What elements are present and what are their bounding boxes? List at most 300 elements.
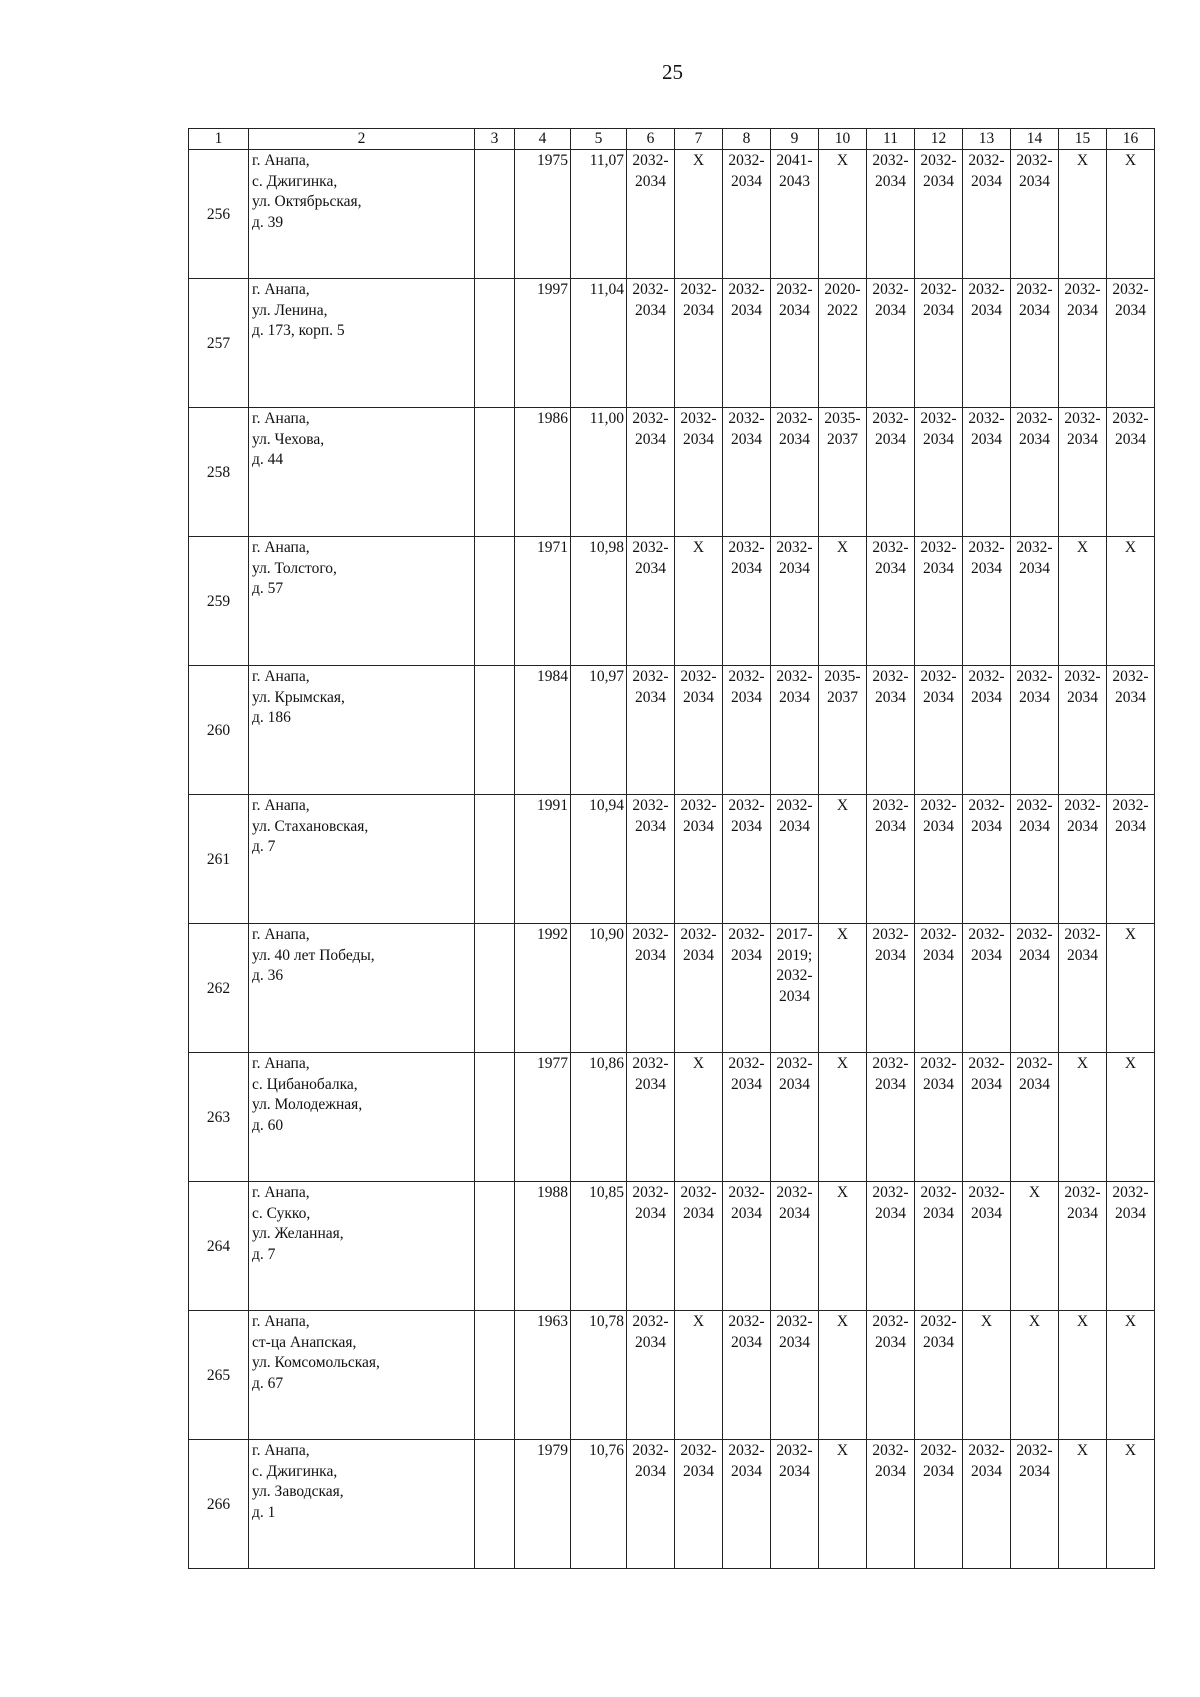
schedule-period-cell	[963, 537, 1011, 666]
cell-line: 2034	[875, 1462, 906, 1480]
cell-line: 2034	[731, 1075, 762, 1093]
schedule-period-cell	[675, 279, 723, 408]
cell-line: 2034	[971, 1204, 1002, 1222]
schedule-period-cell	[771, 408, 819, 537]
cell-line: X	[692, 1313, 705, 1331]
schedule-period-cell	[1059, 924, 1107, 1053]
schedule-period-cell	[1011, 279, 1059, 408]
row-number-cell: 262	[189, 924, 249, 1053]
schedule-period-cell	[723, 924, 771, 1053]
cell-line: 2034	[779, 817, 810, 835]
cell-line: 2032-	[728, 1442, 765, 1460]
schedule-period-cell	[915, 408, 963, 537]
cell-line: X	[1076, 1055, 1089, 1073]
cell-line: 2017-	[776, 926, 813, 944]
cell-line: г. Анапа,	[252, 1313, 310, 1331]
schedule-period-cell	[963, 279, 1011, 408]
schedule-period-cell	[1059, 1053, 1107, 1182]
cell-line: 2032-	[776, 797, 813, 815]
column-number-header: 1	[189, 129, 249, 150]
schedule-period-cell	[963, 666, 1011, 795]
schedule-period-cell	[867, 924, 915, 1053]
cell-line: 2034	[779, 559, 810, 577]
cell-line: д. 39	[252, 213, 284, 231]
schedule-period-cell	[1011, 408, 1059, 537]
cell-line: 2034	[875, 1333, 906, 1351]
cell-line: 2034	[971, 430, 1002, 448]
schedule-period-cell	[627, 279, 675, 408]
cell-line: 2032-	[632, 926, 669, 944]
cell-line: 2019;	[776, 946, 813, 964]
column-number-header: 4	[515, 129, 571, 150]
schedule-period-cell	[723, 666, 771, 795]
page-number: 25	[662, 60, 683, 84]
cell-line: 2034	[971, 559, 1002, 577]
cell-line: 2034	[923, 1462, 954, 1480]
schedule-period-cell	[915, 924, 963, 1053]
schedule-period-cell	[723, 408, 771, 537]
schedule-period-cell	[819, 924, 867, 1053]
schedule-period-cell	[819, 666, 867, 795]
cell-line: 2034	[923, 946, 954, 964]
cell-line: 2034	[875, 172, 906, 190]
address-cell	[249, 537, 475, 666]
cell-line: 2034	[923, 172, 954, 190]
cell-line: 2034	[779, 688, 810, 706]
cell-line: 2034	[635, 688, 666, 706]
cell-line: 2032-	[632, 1184, 669, 1202]
address-cell	[249, 1311, 475, 1440]
cell-line: 2032-	[968, 1055, 1005, 1073]
cell-line: 2034	[683, 946, 714, 964]
cell-line: 2032-	[1016, 1442, 1053, 1460]
cell-line: 2032-	[728, 668, 765, 686]
schedule-period-cell	[627, 1182, 675, 1311]
cell-line: 2032-	[1112, 797, 1149, 815]
cell-line: 2034	[1019, 430, 1050, 448]
schedule-period-cell	[1011, 795, 1059, 924]
schedule-period-cell	[675, 795, 723, 924]
cell-line: 2034	[731, 1462, 762, 1480]
cell-line: 2032-	[968, 797, 1005, 815]
schedule-period-cell	[675, 150, 723, 279]
cell-line: 2034	[635, 1204, 666, 1222]
value-cell: 11,07	[571, 150, 627, 279]
cell-line: 2032-	[1016, 539, 1053, 557]
cell-line: 2034	[923, 559, 954, 577]
cell-line: 2034	[1067, 688, 1098, 706]
value-cell: 10,76	[571, 1440, 627, 1569]
value-cell: 11,00	[571, 408, 627, 537]
schedule-period-cell	[819, 408, 867, 537]
column-number-header: 10	[819, 129, 867, 150]
cell-line: 2034	[1115, 430, 1146, 448]
cell-line: 2034	[731, 817, 762, 835]
value-cell: 10,78	[571, 1311, 627, 1440]
cell-line: X	[1028, 1313, 1041, 1331]
column-3-cell	[475, 666, 515, 795]
cell-line: 2032-	[872, 926, 909, 944]
cell-line: 2034	[923, 430, 954, 448]
schedule-period-cell	[627, 1440, 675, 1569]
schedule-period-cell	[771, 924, 819, 1053]
value-cell: 11,04	[571, 279, 627, 408]
cell-line: 2034	[731, 688, 762, 706]
cell-line: 2034	[971, 688, 1002, 706]
schedule-period-cell	[963, 1311, 1011, 1440]
construction-year-cell: 1997	[515, 279, 571, 408]
cell-line: 2034	[1019, 1075, 1050, 1093]
cell-line: 2032-	[776, 1055, 813, 1073]
cell-line: 2032-	[1112, 281, 1149, 299]
cell-line: X	[836, 152, 849, 170]
cell-line: 2032-	[680, 926, 717, 944]
column-number-header: 16	[1107, 129, 1155, 150]
cell-line: 2034	[635, 430, 666, 448]
cell-line: 2032-	[920, 410, 957, 428]
schedule-period-cell	[771, 279, 819, 408]
cell-line: X	[692, 152, 705, 170]
cell-line: 2034	[1067, 946, 1098, 964]
cell-line: 2034	[875, 817, 906, 835]
cell-line: 2032-	[1064, 668, 1101, 686]
cell-line: 2032-	[872, 797, 909, 815]
row-number-cell: 258	[189, 408, 249, 537]
row-number-cell: 263	[189, 1053, 249, 1182]
cell-line: 2034	[683, 301, 714, 319]
cell-line: 2032-	[968, 152, 1005, 170]
schedule-period-cell	[675, 1182, 723, 1311]
cell-line: 2032-	[872, 1055, 909, 1073]
schedule-period-cell	[1011, 150, 1059, 279]
cell-line: 2032-	[632, 281, 669, 299]
cell-line: 2032-	[728, 152, 765, 170]
cell-line: 2034	[1115, 817, 1146, 835]
cell-line: 2032-	[632, 152, 669, 170]
cell-line: ул. Заводская,	[252, 1483, 344, 1501]
address-cell	[249, 150, 475, 279]
row-number-cell: 261	[189, 795, 249, 924]
cell-line: д. 60	[252, 1116, 284, 1134]
schedule-period-cell	[771, 1440, 819, 1569]
cell-line: 2034	[923, 1333, 954, 1351]
cell-line: 2034	[731, 1204, 762, 1222]
schedule-period-cell	[675, 408, 723, 537]
cell-line: 2034	[1115, 1204, 1146, 1222]
schedule-period-cell	[915, 1053, 963, 1182]
cell-line: 2032-	[920, 539, 957, 557]
column-3-cell	[475, 1182, 515, 1311]
table-row	[189, 924, 1155, 1053]
cell-line: 2034	[1019, 172, 1050, 190]
cell-line: 2032-	[968, 668, 1005, 686]
schedule-period-cell	[675, 924, 723, 1053]
cell-line: 2034	[875, 688, 906, 706]
cell-line: 2043	[779, 172, 810, 190]
cell-line: 2032-	[776, 1442, 813, 1460]
schedule-period-cell	[915, 1311, 963, 1440]
cell-line: 2032-	[872, 152, 909, 170]
cell-line: д. 36	[252, 967, 284, 985]
address-cell	[249, 795, 475, 924]
column-3-cell	[475, 795, 515, 924]
cell-line: 2034	[731, 172, 762, 190]
schedule-period-cell	[1011, 1311, 1059, 1440]
cell-line: 2034	[971, 946, 1002, 964]
cell-line: ул. Крымская,	[252, 688, 345, 706]
cell-line: 2032-	[728, 1055, 765, 1073]
value-cell: 10,90	[571, 924, 627, 1053]
cell-line: 2034	[971, 817, 1002, 835]
cell-line: 2032-	[632, 797, 669, 815]
schedule-period-cell	[627, 1311, 675, 1440]
cell-line: 2032-	[776, 967, 813, 985]
schedule-period-cell	[819, 1053, 867, 1182]
cell-line: 2034	[875, 301, 906, 319]
construction-year-cell: 1971	[515, 537, 571, 666]
cell-line: X	[836, 539, 849, 557]
schedule-period-cell	[1011, 924, 1059, 1053]
schedule-period-cell	[867, 408, 915, 537]
row-number-cell: 259	[189, 537, 249, 666]
schedule-period-cell	[915, 795, 963, 924]
cell-line: 2034	[635, 301, 666, 319]
construction-year-cell: 1975	[515, 150, 571, 279]
cell-line: 2032-	[1064, 926, 1101, 944]
cell-line: 2034	[683, 688, 714, 706]
cell-line: 2034	[1067, 817, 1098, 835]
schedule-period-cell	[1107, 924, 1155, 1053]
cell-line: X	[692, 539, 705, 557]
schedule-period-cell	[867, 537, 915, 666]
cell-line: 2032-	[1064, 281, 1101, 299]
cell-line: 2034	[635, 172, 666, 190]
address-cell	[249, 408, 475, 537]
cell-line: 2034	[731, 946, 762, 964]
cell-line: 2032-	[632, 1313, 669, 1331]
row-number-cell: 264	[189, 1182, 249, 1311]
cell-line: 2032-	[920, 926, 957, 944]
column-3-cell	[475, 924, 515, 1053]
cell-line: г. Анапа,	[252, 1442, 310, 1460]
schedule-period-cell	[819, 1311, 867, 1440]
cell-line: 2034	[923, 1075, 954, 1093]
schedule-period-cell	[1107, 150, 1155, 279]
cell-line: 2034	[875, 1075, 906, 1093]
cell-line: 2034	[683, 1204, 714, 1222]
schedule-period-cell	[963, 1440, 1011, 1569]
cell-line: 2034	[683, 430, 714, 448]
cell-line: 2032-	[776, 281, 813, 299]
cell-line: 2032-	[920, 797, 957, 815]
cell-line: X	[836, 797, 849, 815]
cell-line: с. Цибанобалка,	[252, 1075, 358, 1093]
cell-line: 2032-	[728, 410, 765, 428]
cell-line: д. 44	[252, 451, 284, 469]
table-row	[189, 1053, 1155, 1182]
cell-line: X	[1076, 1442, 1089, 1460]
cell-line: 2032-	[680, 281, 717, 299]
address-cell	[249, 924, 475, 1053]
cell-line: 2034	[779, 1462, 810, 1480]
schedule-period-cell	[867, 1440, 915, 1569]
cell-line: 2032-	[872, 539, 909, 557]
schedule-period-cell	[915, 537, 963, 666]
cell-line: д. 186	[252, 709, 291, 727]
cell-line: 2032-	[872, 1313, 909, 1331]
schedule-period-cell	[675, 666, 723, 795]
schedule-period-cell	[1107, 795, 1155, 924]
cell-line: 2032-	[632, 1055, 669, 1073]
cell-line: г. Анапа,	[252, 152, 310, 170]
table-row	[189, 1311, 1155, 1440]
column-3-cell	[475, 279, 515, 408]
cell-line: 2034	[1019, 946, 1050, 964]
cell-line: 2032-	[680, 1442, 717, 1460]
cell-line: X	[980, 1313, 993, 1331]
schedule-period-cell	[1107, 537, 1155, 666]
column-number-header: 5	[571, 129, 627, 150]
cell-line: 2032-	[776, 410, 813, 428]
column-number-header: 15	[1059, 129, 1107, 150]
schedule-period-cell	[1011, 666, 1059, 795]
value-cell: 10,94	[571, 795, 627, 924]
column-number-header: 12	[915, 129, 963, 150]
table-row	[189, 537, 1155, 666]
cell-line: 2032-	[872, 1184, 909, 1202]
cell-line: 2032-	[680, 1184, 717, 1202]
cell-line: д. 7	[252, 1245, 276, 1263]
schedule-period-cell	[771, 1053, 819, 1182]
construction-year-cell: 1992	[515, 924, 571, 1053]
cell-line: ул. Желанная,	[252, 1225, 344, 1243]
cell-line: 2032-	[728, 1184, 765, 1202]
cell-line: д. 173, корп. 5	[252, 322, 345, 340]
cell-line: 2034	[635, 946, 666, 964]
cell-line: д. 1	[252, 1503, 276, 1521]
schedule-period-cell	[723, 1440, 771, 1569]
construction-year-cell: 1977	[515, 1053, 571, 1182]
cell-line: X	[1076, 539, 1089, 557]
cell-line: 2032-	[680, 410, 717, 428]
cell-line: 2032-	[968, 539, 1005, 557]
schedule-period-cell	[1011, 1440, 1059, 1569]
cell-line: 2032-	[1112, 410, 1149, 428]
schedule-period-cell	[1011, 1182, 1059, 1311]
schedule-period-cell	[867, 1053, 915, 1182]
cell-line: 2037	[827, 688, 858, 706]
schedule-period-cell	[1011, 1053, 1059, 1182]
row-number-cell: 257	[189, 279, 249, 408]
cell-line: 2034	[1115, 688, 1146, 706]
cell-line: 2034	[1019, 817, 1050, 835]
address-cell	[249, 1440, 475, 1569]
cell-line: г. Анапа,	[252, 668, 310, 686]
cell-line: X	[1076, 1313, 1089, 1331]
cell-line: 2034	[779, 1075, 810, 1093]
schedule-period-cell	[1107, 1311, 1155, 1440]
schedule-period-cell	[963, 795, 1011, 924]
schedule-period-cell	[867, 795, 915, 924]
cell-line: X	[836, 1442, 849, 1460]
schedule-period-cell	[723, 150, 771, 279]
cell-line: 2034	[731, 559, 762, 577]
cell-line: 2032-	[1016, 152, 1053, 170]
schedule-period-cell	[723, 279, 771, 408]
schedule-period-cell	[867, 1311, 915, 1440]
cell-line: г. Анапа,	[252, 1055, 310, 1073]
schedule-period-cell	[1107, 279, 1155, 408]
cell-line: ул. Комсомольская,	[252, 1354, 380, 1372]
cell-line: 2034	[875, 559, 906, 577]
cell-line: X	[836, 1313, 849, 1331]
schedule-period-cell	[819, 795, 867, 924]
cell-line: X	[1124, 1055, 1137, 1073]
cell-line: 2032-	[1016, 926, 1053, 944]
cell-line: 2032-	[920, 668, 957, 686]
construction-year-cell: 1988	[515, 1182, 571, 1311]
schedule-period-cell	[627, 537, 675, 666]
schedule-period-cell	[963, 150, 1011, 279]
cell-line: 2032-	[920, 1313, 957, 1331]
cell-line: ул. Ленина,	[252, 301, 328, 319]
column-number-header: 13	[963, 129, 1011, 150]
cell-line: 2032-	[1064, 410, 1101, 428]
cell-line: 2032-	[968, 410, 1005, 428]
value-cell: 10,98	[571, 537, 627, 666]
cell-line: 2032-	[632, 1442, 669, 1460]
cell-line: 2032-	[776, 668, 813, 686]
cell-line: д. 67	[252, 1374, 284, 1392]
schedule-period-cell	[627, 1053, 675, 1182]
table-row	[189, 408, 1155, 537]
cell-line: 2034	[683, 817, 714, 835]
cell-line: 2032-	[1016, 797, 1053, 815]
cell-line: 2034	[1067, 301, 1098, 319]
cell-line: 2034	[1019, 1462, 1050, 1480]
cell-line: 2032-	[1064, 1184, 1101, 1202]
cell-line: ул. Толстого,	[252, 559, 337, 577]
cell-line: 2032-	[1016, 281, 1053, 299]
schedule-period-cell	[867, 666, 915, 795]
cell-line: 2032-	[920, 1184, 957, 1202]
cell-line: 2032-	[632, 539, 669, 557]
schedule-period-cell	[627, 795, 675, 924]
cell-line: X	[836, 926, 849, 944]
row-number-cell: 265	[189, 1311, 249, 1440]
schedule-period-cell	[1059, 408, 1107, 537]
schedule-period-cell	[771, 666, 819, 795]
cell-line: 2034	[923, 301, 954, 319]
cell-line: 2032-	[776, 1313, 813, 1331]
cell-line: ул. Стахановская,	[252, 817, 369, 835]
schedule-period-cell	[819, 1182, 867, 1311]
cell-line: 2032-	[920, 1442, 957, 1460]
table-row	[189, 1440, 1155, 1569]
cell-line: 2032-	[968, 1442, 1005, 1460]
cell-line: 2032-	[728, 281, 765, 299]
schedule-period-cell	[627, 150, 675, 279]
cell-line: 2032-	[728, 539, 765, 557]
cell-line: 2032-	[968, 281, 1005, 299]
cell-line: 2032-	[968, 1184, 1005, 1202]
table-body	[189, 150, 1155, 1569]
column-number-header: 8	[723, 129, 771, 150]
construction-year-cell: 1991	[515, 795, 571, 924]
schedule-period-cell	[771, 795, 819, 924]
value-cell: 10,86	[571, 1053, 627, 1182]
construction-year-cell: 1986	[515, 408, 571, 537]
